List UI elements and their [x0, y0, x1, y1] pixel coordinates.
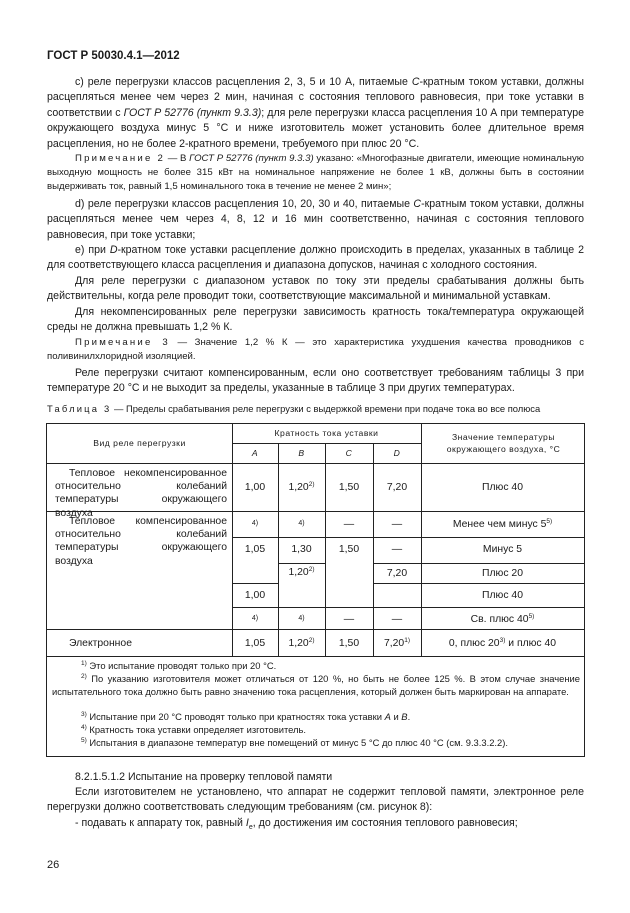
- table-cell: 4): [298, 520, 305, 527]
- table-head-col-c: C: [345, 448, 353, 458]
- table-cell: —: [343, 519, 355, 530]
- table-cell: Св. плюс 40$^{5)}$: [470, 613, 535, 625]
- table-head-col-d: D: [393, 448, 401, 458]
- table-cell: —: [391, 614, 403, 625]
- section-title: 8.2.1.5.1.2 Испытание на проверку тепловой памяти: [75, 771, 333, 783]
- table-cell: 1,50: [338, 638, 360, 649]
- table-footnote: $^{4)}$ Кратность тока уставки определяет изготовитель.: [81, 724, 307, 735]
- table-head-col-b: B: [298, 448, 305, 458]
- paragraph-d: d) реле перегрузки классов расцепления 10, 20, 30 и 40, питаемые С-кратным током уставки, должны расцепляться менее чем через 4, 8, 12 и 16 мин соответственно, начиная с состояния теплового равновесия, при токе уставки;: [47, 198, 584, 241]
- table-cell: 7,20$^{1)}$: [383, 637, 410, 649]
- table-caption: Таблица 3 — Пределы срабатывания реле перегрузки с выдержкой времени при подаче тока во все полюса: [47, 403, 541, 414]
- paragraph-range: Для реле перегрузки с диапазоном уставок по току эти пределы срабатывания должны быть действительны, когда реле проводит токи, соответствующие максимальной и минимальной уставкам.: [47, 275, 584, 303]
- table-cell: 1,20$^{2)}$: [288, 637, 315, 649]
- table-head-temperature: Значение температуры окружающего воздуха, °С: [446, 432, 561, 454]
- table-head-col-a: A: [251, 448, 259, 458]
- table-cell: 4): [251, 615, 259, 622]
- table-footnote: $^{3)}$ Испытание при 20 °С проводят только при кратностях тока уставки А и В.: [81, 711, 411, 722]
- table-row2-type: Тепловое компенсированное относительно колебаний температуры окружающего воздуха: [55, 516, 227, 567]
- table-footnote: $^{2)}$ По указанию изготовителя может отличаться от 120 %, но быть не более 125 %. В этом случае значение испытательного тока должно быть равно значению тока расцепления, который должен быть маркирован на аппарате.: [52, 673, 580, 697]
- page-number: 26: [47, 859, 60, 871]
- paragraph-compensated: Реле перегрузки считают компенсированным, если оно соответствует требованиям таблицы 3 при температуре 20 °С и не выходит за пределы, указанные в таблице 3 при других температурах.: [47, 367, 584, 395]
- section-paragraph-current: - подавать к аппарату ток, равный $I_e$, до достижения им состояния теплового равновесия;: [75, 817, 518, 832]
- table-cell: 1,50: [338, 482, 360, 493]
- table-cell: Плюс 20: [482, 568, 523, 579]
- table-footnote: $^{5)}$ Испытания в диапазоне температур вне помещений от минус 5 °С до плюс 40 °С (см. 9.3.3.2.2).: [81, 737, 508, 748]
- table-cell: 1,00: [244, 590, 266, 601]
- paragraph-c: с) реле перегрузки классов расцепления 2, 3, 5 и 10 А, питаемые С-кратным током уставки, должны расцепляться менее чем через 2 мин, начиная с состояния теплового равновесия, при токе уставки в соответствии с ГОСТ Р 52776 (пункт 9.3.3); для реле перегрузки класса расцепления 10 А при температуре окружающего воздуха минус 5 °С и ниже изготовитель может установить более длительное время расцепления, но не более 2-кратного времени, требуемого при плюс 20 °С.: [47, 76, 584, 150]
- table-head-type: Вид реле перегрузки: [93, 438, 186, 448]
- table-footnote: $^{1)}$ Это испытание проводят только при 20 °С.: [81, 660, 277, 671]
- table-cell: Плюс 40: [482, 482, 523, 493]
- table-row1-type: Тепловое некомпенсированное относительно колебаний температуры окружающего воздуха: [55, 468, 227, 519]
- table-cell: 1,00: [244, 482, 266, 493]
- table-cell: Минус 5: [482, 544, 523, 555]
- table-cell: 4): [298, 615, 305, 622]
- document-header: ГОСТ Р 50030.4.1—2012: [47, 50, 180, 62]
- paragraph-uncompensated: Для некомпенсированных реле перегрузки зависимость кратность тока/температура окружающей среды не должна превышать 1,2 % К.: [47, 306, 584, 334]
- section-paragraph: Если изготовителем не установлено, что аппарат не содержит тепловой памяти, электронное реле перегрузки должно соответствовать следующим требованиям (см. рисунок 8):: [47, 786, 584, 814]
- table-cell: 1,20$^{2)}$: [288, 566, 315, 578]
- table-cell: 4): [251, 520, 259, 527]
- table-cell: —: [391, 544, 403, 555]
- table-cell: 7,20: [386, 568, 408, 579]
- table-row3-type: Электронное: [69, 638, 132, 649]
- note-2: Примечание 2 — В ГОСТ Р 52776 (пункт 9.3.3) указано: «Многофазные двигатели, имеющие номинальную выходную мощность не более 315 кВт на номинальное напряжение не более 1 кВ, должны быть в состоянии выдерживать ток, равный 1,5 номинального тока в течение не менее 2 мин»;: [47, 153, 584, 193]
- table-cell: —: [343, 614, 355, 625]
- table-cell: —: [391, 519, 403, 530]
- table-cell: 1,05: [244, 638, 266, 649]
- table-cell: Плюс 40: [482, 590, 523, 601]
- table-cell: 7,20: [386, 482, 408, 493]
- note-3: Примечание 3 — Значение 1,2 % К — это характеристика ухудшения качества проводников с поливинилхлоридной изоляцией.: [47, 337, 584, 363]
- table-cell: 0, плюс 20$^{3)}$ и плюс 40: [448, 637, 557, 649]
- table-cell: 1,50: [338, 544, 360, 555]
- paragraph-e: е) при D-кратном токе уставки расцепление должно происходить в пределах, указанных в таблице 2 для соответствующего класса расцепления и диапазона допусков, начиная с холодного состояния.: [47, 244, 584, 272]
- table-head-multiplicity: Кратность тока уставки: [274, 428, 379, 438]
- table-cell: 1,05: [244, 544, 266, 555]
- table-cell: Менее чем минус 5$^{5)}$: [452, 518, 553, 530]
- table-cell: 1,20$^{2)}$: [288, 481, 315, 493]
- table-cell: 1,30: [291, 544, 312, 555]
